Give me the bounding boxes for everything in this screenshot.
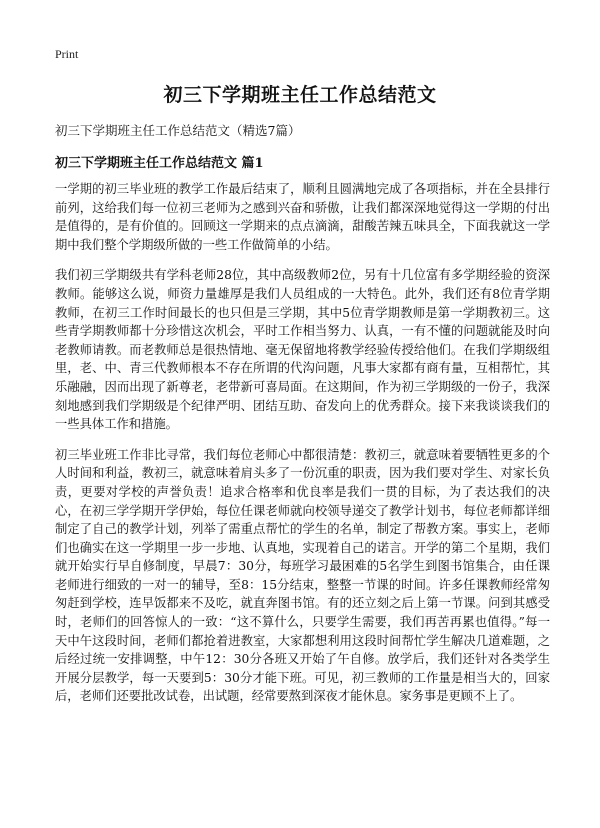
document-subtitle: 初三下学期班主任工作总结范文（精选7篇） [55, 123, 301, 138]
article-body [55, 180, 550, 718]
paragraph-2: 我们初三学期级共有学科老师28位，其中高级教师2位，另有十几位富有多学期经验的资深教师。能够这么说，师资力量雄厚是我们人员组成的一大特色。此外，我们还有8位青学期教师，在初三工作时间最长的也只但是三学期，其中5位青学期教师是第一学期教初三。这些青学期教师都十分珍惜这次机会，平时工作相当努力、认真，一有不懂的问题就能及时向老教师请教。而老教师总是很热情地、毫无保留地将教学经验传授给他们。在我们学期级组里，老、中、青三代教师根本不存在所谓的代沟问题，凡事大家都有商有量，互相帮忙，其乐融融，因而出现了新尊老，老带新可喜局面。在这期间，作为初三学期级的一份子，我深刻地感到我们学期级是个纪律严明、团结互助、奋发向上的优秀群众。接下来我谈谈我们的一些具体工作和措施。 [55, 268, 550, 432]
page-title: 初三下学期班主任工作总结范文 [163, 84, 437, 106]
print-link[interactable]: Print [55, 47, 79, 61]
paragraph-3: 初三毕业班工作非比寻常，我们每位老师心中都很清楚：教初三，就意味着要牺牲更多的个人时间和利益，教初三，就意味着肩头多了一份沉重的职责，因为我们要对学生、对家长负责，更要对学校的声誉负责！追求合格率和优良率是我们一贯的目标，为了表达我们的决心，在初三学学期开学伊始，每位任课老师就向校领导递交了教学计划书，每位老师都详细制定了自己的教学计划，列举了需重点帮忙的学生的名单，制定了帮教方案。事实上，老师们也确实在这一学期里一步一步地、认真地，实现着自己的诺言。开学的第二个星期，我们就开始实行早自修制度，早晨7：30分，每班学习最困难的5名学生到图书馆集合，由任课老师进行细致的一对一的辅导，至8：15分结束，整整一节课的时间。许多任课教师经常匆匆赶到学校，连早饭都来不及吃，就直奔图书馆。有的还立刻之后上第一节课。问到其感受时，老师们的回答惊人的一致：“这不算什么，只要学生需要，我们再苦再累也值得。”每一天中午这段时间，老师们都抢着进教室，大家都想利用这段时间帮忙学生解决几道难题，之后经过统一安排调整，中午12：30分各班又开始了午自修。放学后，我们还针对各类学生开展分层教学，每一天要到5：30分才能下班。可见，初三教师的工作量是相当大的，回家后，老师们还要批改试卷，出试题，经常要熬到深夜才能休息。家务事是更顾不上了。 [55, 447, 550, 704]
section-heading: 初三下学期班主任工作总结范文 篇1 [55, 156, 264, 171]
paragraph-1: 一学期的初三毕业班的教学工作最后结束了，顺利且圆满地完成了各项指标，并在全县排行前列，这给我们每一位初三老师为之感到兴奋和骄傲，让我们都深深地觉得这一学期的付出是值得的，是有价值的。回顾这一学期来的点点滴滴，甜酸苦辣五味具全，下面我就这一学期中我们整个学期级所做的一些工作做简单的小结。 [55, 182, 550, 252]
